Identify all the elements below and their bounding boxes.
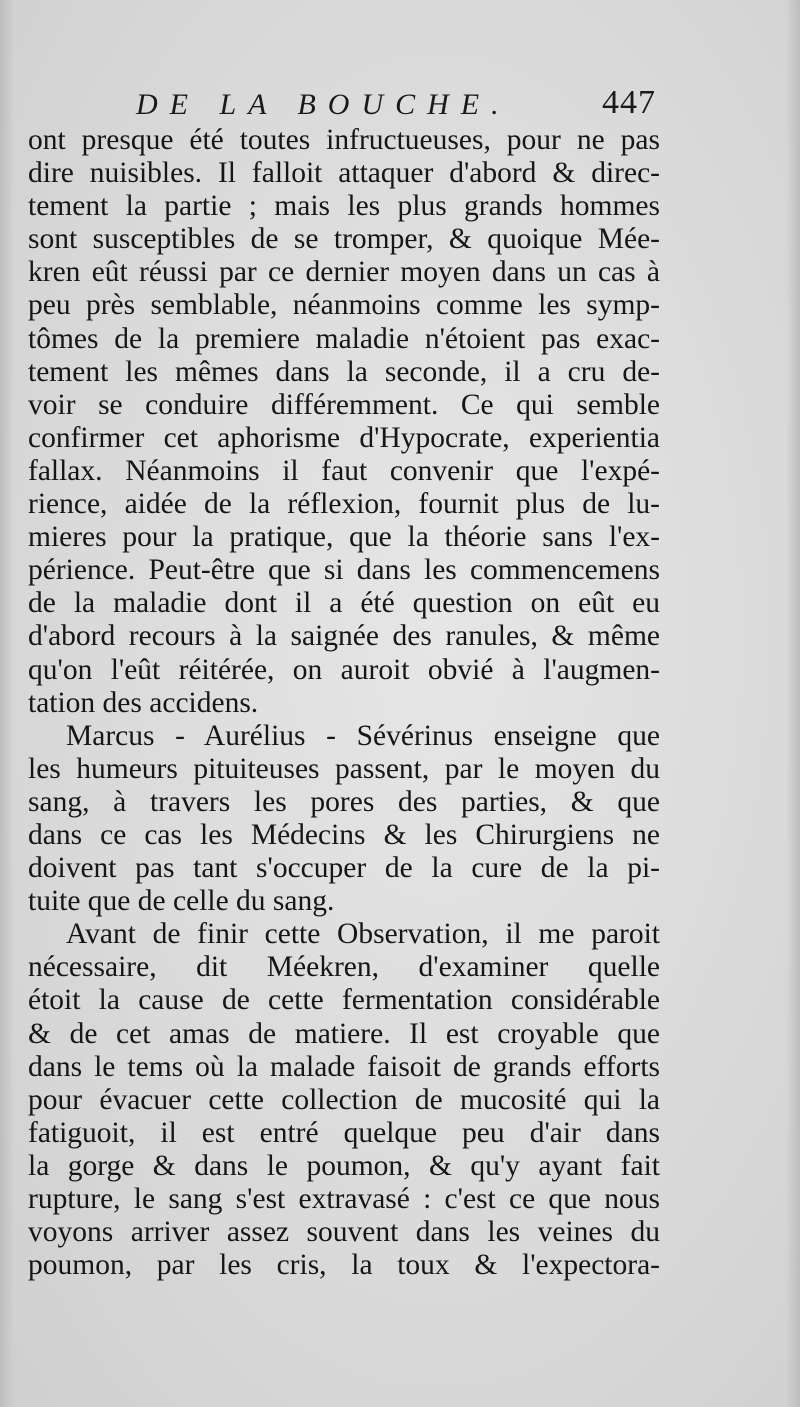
text-line: étoit la cause de cette fermentation considérable [28,984,660,1017]
text-line: fatiguoit, il est entré quelque peu d'air dans [28,1116,660,1149]
text-line: d'abord recours à la saignée des ranules, & même [28,620,660,653]
text-line: & de cet amas de matiere. Il est croyable que [28,1017,660,1050]
text-line: voyons arriver assez souvent dans les veines du [28,1216,660,1249]
text-line: nécessaire, dit Méekren, d'examiner quelle [28,951,660,984]
running-title: DE LA BOUCHE. [136,88,511,121]
text-line: ont presque été toutes infructueuses, pour ne pas [28,124,660,156]
paragraph-1 [28,124,660,720]
text-line: voir se conduire différemment. Ce qui semble [28,388,660,421]
text-line: qu'on l'eût réitérée, on auroit obvié à l'augmen- [28,653,660,686]
text-line: Avant de finir cette Observation, il me paroit [66,918,660,951]
text-line: dans ce cas les Médecins & les Chirurgiens ne [28,818,660,851]
paragraph-2 [28,720,660,919]
text-line: pour évacuer cette collection de mucosité qui la [28,1083,660,1116]
body-text [28,124,660,1282]
text-line: tement la partie ; mais les plus grands hommes [28,190,660,223]
text-line: poumon, par les cris, la toux & l'expectora- [28,1249,660,1282]
page-edge-shadow-left [0,0,14,1407]
text-line: confirmer cet aphorisme d'Hypocrate, experientia [28,421,660,454]
text-line: périence. Peut-être que si dans les commencemens [28,554,660,587]
text-line: Marcus - Aurélius - Sévérinus enseigne que [66,719,660,752]
text-line: rience, aidée de la réflexion, fournit plus de lu- [28,488,660,521]
text-line: les humeurs pituiteuses passent, par le moyen du [28,752,660,785]
text-line: sang, à travers les pores des parties, & que [28,785,660,818]
text-line: la gorge & dans le poumon, & qu'y ayant fait [28,1149,660,1182]
text-line: tuite que de celle du sang. [28,885,335,918]
text-line: tômes de la premiere maladie n'étoient pas exac- [28,322,660,355]
text-line: mieres pour la pratique, que la théorie sans l'ex- [28,521,660,554]
text-line: tement les mêmes dans la seconde, il a cru de- [28,355,660,388]
page-number: 447 [602,84,656,121]
text-line: doivent pas tant s'occuper de la cure de la pi- [28,852,660,885]
text-line: fallax. Néanmoins il faut convenir que l'expé- [28,454,660,487]
text-line: tation des accidens. [28,686,259,719]
paragraph-3 [28,918,660,1282]
text-line: rupture, le sang s'est extravasé : c'est ce que nous [28,1183,660,1215]
text-line: peu près semblable, néanmoins comme les symp- [28,289,660,322]
text-line: kren eût réussi par ce dernier moyen dans un cas à [28,256,660,289]
text-line: dire nuisibles. Il falloit attaquer d'abord & direc- [28,157,660,190]
page-header [136,82,656,126]
text-line: sont susceptibles de se tromper, & quoique Mée- [28,223,660,256]
text-line: de la maladie dont il a été question on eût eu [28,587,660,620]
page-edge-shadow-right [786,0,800,1407]
text-line: dans le tems où la malade faisoit de grands efforts [28,1050,660,1083]
